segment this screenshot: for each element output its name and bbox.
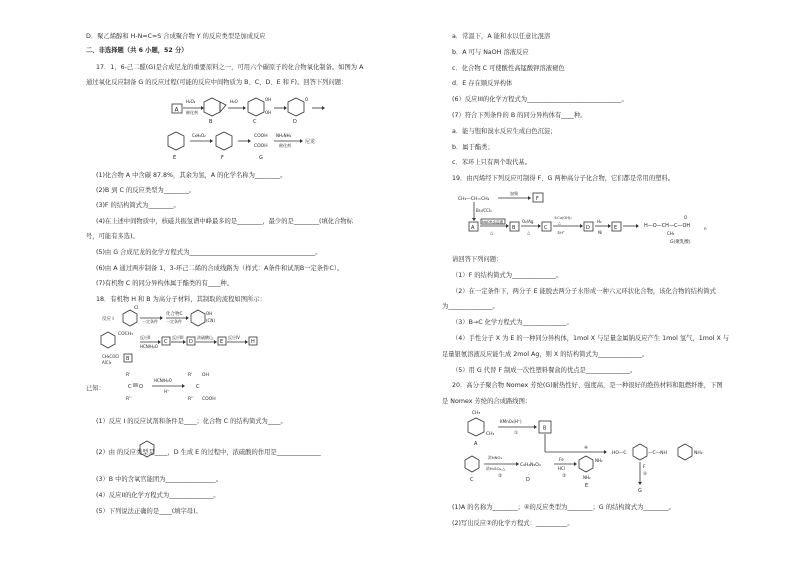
step: ④ <box>584 446 589 451</box>
step-label: 反应 I <box>102 317 114 322</box>
group: —C—NH <box>648 451 667 456</box>
question-line: (3）B 中的含氧官能团为________________。 <box>96 476 223 483</box>
label: G <box>638 488 642 494</box>
arrow-head <box>160 316 163 320</box>
reaction-diagram-19 <box>458 188 708 245</box>
reagent: 浓硫酸/△ <box>197 335 214 340</box>
atom: O <box>139 384 143 390</box>
reagent: 催化剂 <box>279 143 291 148</box>
label-a: A <box>174 106 179 114</box>
benzene-ring-c <box>465 456 479 472</box>
group: CH₃ <box>486 432 495 437</box>
question-line: （1）F 的结构简式为______________。 <box>452 272 563 279</box>
label-d: D <box>293 119 297 125</box>
section-title: 二、非选择题（共 6 小题，52 分） <box>86 47 188 54</box>
reagent: NH₂NH₂ <box>276 133 292 138</box>
question-line: 18．有机物 H 和 B 为高分子材料，其制取的流程如图所示： <box>96 296 266 303</box>
label-g: G <box>259 155 263 161</box>
label-b: B <box>209 119 213 125</box>
arrow-head <box>182 384 185 388</box>
label: B <box>126 356 130 362</box>
benzene-ring <box>140 441 154 457</box>
label: B <box>543 425 547 432</box>
reaction-diagram-17 <box>166 92 326 164</box>
question-line: (2)写出反应②的化学方程式：__________。 <box>452 520 574 527</box>
label: D <box>189 339 193 345</box>
reagent: H₂O₂ <box>186 99 196 104</box>
arrow-head <box>248 139 251 143</box>
group: O <box>305 97 309 102</box>
group: (CN) <box>206 318 215 323</box>
group: OH <box>202 373 209 378</box>
arrow-head <box>214 340 217 344</box>
reagent: CH₃COCl <box>102 354 120 359</box>
step-label: 反应IV <box>228 335 240 340</box>
ring-b <box>204 98 220 116</box>
arrow-head <box>322 106 325 110</box>
label: D <box>586 225 590 231</box>
reagent: 催化剂 <box>186 110 198 115</box>
arrow-head <box>516 462 519 466</box>
reagent: H⁺ <box>164 389 170 394</box>
group: COOH <box>254 134 268 139</box>
epoxide <box>220 102 226 112</box>
reagent: HCl <box>558 466 565 471</box>
question-line: 20．高分子聚合物 Nomex 芳纶(G)耐热性好、强度高，是一种很好的绝热材料和阻燃纤维，下图 <box>452 382 723 389</box>
arrow-head <box>210 139 213 143</box>
step: ③ <box>562 474 567 479</box>
label: A <box>471 225 475 231</box>
label: C <box>470 477 474 483</box>
label-f: F <box>221 155 224 161</box>
label: F <box>536 196 539 202</box>
atom: C <box>196 384 200 390</box>
option-line: a．能与饱和溴水反应生成白色沉淀； <box>452 128 557 135</box>
reagent: 一定条件 <box>142 319 158 324</box>
question-line: (1)化合物 A 中含碳 87.8%，其余为氢，A 的化学名称为________。 <box>96 172 287 179</box>
group: NH₂ <box>694 451 703 456</box>
question-line: 为______________。 <box>442 303 499 310</box>
reagent: H₂O <box>230 99 238 104</box>
arrow-head <box>638 482 642 485</box>
reagent: ①Cu(OH)₂ <box>554 216 572 220</box>
reagent: Ni <box>598 230 603 235</box>
ring-e <box>168 132 184 150</box>
arrow-head <box>534 425 537 429</box>
question-line: D．聚乙烯醇和 H-N=C=S 合成聚合物 Y 的反应类型是加成反应 <box>86 33 266 40</box>
question-line: （5）用 G 代替 F 制成一次性塑料餐盒的优点是______________。 <box>452 367 637 374</box>
question-line: (2）由 的反应类型是____，D 生成 E 的过程中，浓硫酸的作用是______________ <box>96 449 321 456</box>
arrow-head <box>472 218 476 221</box>
question-line: (3)F 的结构简式为________。 <box>96 202 180 209</box>
question-line: 17．1，6-己二醛(G)是合成尼龙的重要原料之一，可用六个碳原子的化合物氧化制备。如图为 A <box>96 64 364 71</box>
arrow-head <box>183 340 186 344</box>
option-line: b．A 可与 NaOH 溶液反应 <box>452 49 529 56</box>
step-label: 反应III <box>172 335 184 340</box>
reagent: AlCl₃ <box>102 360 112 365</box>
option-line: b．属于酯类； <box>452 144 494 151</box>
option-line: c．苯环上只有两个取代基。 <box>452 159 532 166</box>
question-line: （4）手性分子 X 为 E 的一种同分异构体，1mol X 与足量金属钠反应产生 1mol 氢气，1mol X 与 <box>452 335 730 342</box>
step: ② <box>498 474 503 479</box>
question-line: (6)由 A 通过两步制备 1，3-环己二烯的合成线路为（样式：A条件和试剂B一定条件C）。 <box>96 265 344 272</box>
label-e: E <box>173 155 177 161</box>
question-line: （2）在一定条件下，两分子 E 能脱去两分子水形成一种六元环状化合物，该化合物的结构简式 <box>452 288 716 295</box>
option-line: a．常温下，A 能和水以任意比混溶 <box>452 33 551 40</box>
arrow-head <box>580 224 583 228</box>
reagent: KMnO₄(H⁺) <box>500 419 522 424</box>
question-line: (5）下列说法正确的是____(填字母)。 <box>96 508 202 515</box>
group: NH₂ <box>583 475 591 480</box>
group: OH <box>265 97 272 102</box>
label: H <box>251 339 255 345</box>
question-line: （3）B→C 化学方程式为______________。 <box>452 319 573 326</box>
arrow-head <box>604 450 607 454</box>
group: OH <box>206 311 213 316</box>
label: F <box>643 465 646 470</box>
question-line: (4）反应II的化学方程式为______________。 <box>96 492 220 499</box>
product: 尼龙 <box>305 139 316 145</box>
reagent: Br₂/CCl₄ <box>476 208 492 213</box>
question-line: (1）反应 I 的反应试剂和条件是____；化合物 C 的结构简式为____。 <box>96 418 287 425</box>
benzene-ring-a <box>468 418 484 436</box>
group: R'' <box>188 397 194 402</box>
question-line: 19．由丙烯经下列反应可制得 F、G 两种高分子化合物，它们都是常用的塑料。 <box>452 175 675 182</box>
question-line: (5)由 G 合成尼龙的化学方程式为________________________________________。 <box>96 249 322 256</box>
label: B <box>512 225 516 231</box>
reagent: Fe <box>559 457 564 462</box>
group: OH <box>265 110 272 115</box>
known-reaction <box>112 368 232 408</box>
group: COOH <box>202 397 216 402</box>
reagent: C₆H₆O₂ <box>192 133 206 138</box>
ring-f <box>216 132 232 150</box>
ring <box>191 310 205 326</box>
group: COOH <box>254 144 268 149</box>
label: C <box>164 339 168 345</box>
label: E <box>585 483 589 489</box>
condition: △ <box>527 230 531 235</box>
group: O <box>684 215 688 220</box>
label: A <box>474 441 478 447</box>
arrow-head <box>574 462 577 466</box>
arrow-head <box>284 106 287 110</box>
polymer-structure: H—O—CH—C—OH <box>644 223 691 229</box>
label: E <box>220 339 224 345</box>
reagent: HCN/H₂O <box>154 378 172 383</box>
group: HO—C <box>612 451 627 456</box>
group: NH₂ <box>595 458 603 463</box>
step: ① <box>514 431 519 436</box>
reagent: HCN/H₂O <box>140 344 158 349</box>
group: Cl <box>134 306 139 311</box>
reaction-diagram-20 <box>458 408 718 498</box>
benzene-ring <box>678 444 692 460</box>
label: E <box>614 225 618 231</box>
question-line: 已知： <box>86 385 105 392</box>
condition: △ <box>490 230 494 235</box>
arrow-head <box>538 224 541 228</box>
label: G(聚乳酸) <box>670 240 691 245</box>
arrow-head <box>300 139 303 143</box>
group: CH₃ <box>667 231 675 236</box>
option-line: c．化合物 C 可使酸性高锰酸钾溶液褪色 <box>452 65 565 72</box>
label-c: C <box>253 119 257 125</box>
ring-c <box>248 98 264 116</box>
step: ⑤ <box>643 472 648 477</box>
right-column <box>442 0 742 562</box>
benzene-ring <box>633 444 647 460</box>
reagent: ②H⁺ <box>557 231 565 235</box>
reaction-diagram-18 <box>100 306 270 368</box>
arrow-head <box>528 196 531 200</box>
arrow-head <box>245 340 248 344</box>
ring-d <box>288 98 304 116</box>
group: CH₃ <box>472 411 481 416</box>
question-line: 通过氧化反应制备 G 的反应过程(可能的反应中间物质为 B、C、D、E 和 F)。回答下列问题： <box>86 79 348 86</box>
reagent: H₂ <box>597 219 602 224</box>
question-line: 请回答下列问题： <box>452 256 503 263</box>
condition: △ <box>558 221 561 225</box>
reagent: 浓HNO₃ <box>488 455 503 460</box>
benzene-ring <box>123 310 137 326</box>
inline-structure <box>136 437 158 459</box>
arrow-head <box>186 316 189 320</box>
question-line: (4)在上述中间物质中，核磁共振氢谱中峰最多的是________，最少的是________(填化合物标 <box>96 218 353 225</box>
reagent: 加聚 <box>510 191 518 196</box>
question-line: (6）反应III的化学方程式为______________________________。 <box>452 96 628 103</box>
arrow-head <box>158 340 161 344</box>
arrow-head <box>201 106 204 110</box>
subscript: n <box>704 226 707 231</box>
left-column <box>86 0 402 562</box>
label: C <box>544 225 548 231</box>
question-line: 号，可能有多选)。 <box>86 233 139 240</box>
question-line: (2)B 到 C 的反应类型为________。 <box>96 187 196 194</box>
option-line: d．E 存在顺反异构体 <box>452 80 513 87</box>
question-line: 是 Nomex 芳纶的合成路线图： <box>442 398 532 405</box>
group: R' <box>188 373 193 378</box>
compound: 化合物C <box>166 312 183 317</box>
reagent: NaOH水溶液 <box>482 220 504 224</box>
arrow-head <box>506 224 509 228</box>
formula: C₆H₄N₂O₄ <box>520 463 541 468</box>
group: R' <box>126 373 131 378</box>
reactant: CH₃—CH=CH₂ <box>458 197 490 202</box>
reagent: 浓H₂SO₄,△ <box>486 466 506 471</box>
arrow-head <box>636 224 639 228</box>
benzene-ring-e <box>579 456 593 472</box>
benzene-ring <box>101 332 115 348</box>
question-line: (7)有机物 C 的同分异构体属于酯类的有____种。 <box>96 280 233 287</box>
atom: C <box>128 384 132 390</box>
question-line: 足量银氨溶液反应能生成 2mol Ag，则 X 的结构简式为______________。 <box>442 351 649 358</box>
question-line: (7）符合下列条件的 B 的同分异构体有____种。 <box>452 112 587 119</box>
question-line: (1)A 的名称为________；④的反应类型为________；G 的结构简式为________。 <box>452 504 675 511</box>
group: R'' <box>126 397 132 402</box>
arrow-head <box>243 106 246 110</box>
arrow-head <box>608 224 611 228</box>
reagent: O₂/Ag <box>522 219 534 224</box>
group: COCH₃ <box>118 332 134 337</box>
step-label: 反应II <box>140 335 151 340</box>
reagent: 一定条件 <box>166 319 182 324</box>
label: D <box>526 477 530 483</box>
